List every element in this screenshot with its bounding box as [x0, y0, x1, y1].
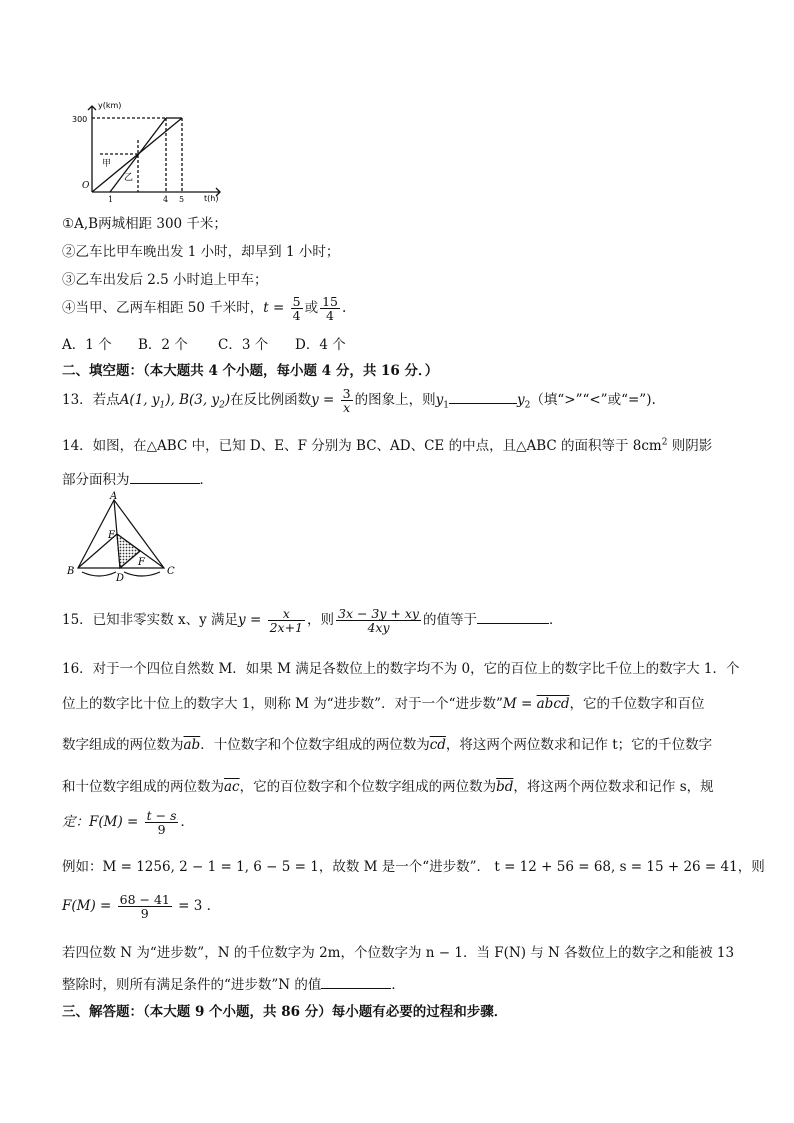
q15-fraction-1: $\frac{x}{2x+1}$	[269, 605, 303, 635]
fig-label-f: F	[138, 557, 145, 568]
section3-heading: 三、解答题：（本大题 9 个小题，共 86 分）每小题有必要的过程和步骤．	[62, 1004, 508, 1020]
graph-x-tick-1: 1	[108, 195, 114, 204]
q12-option-a[interactable]: A．1 个	[62, 337, 112, 353]
distance-time-graph	[72, 100, 228, 205]
q13-points: A(1, $y_1$), B(3, $y_2$)	[119, 392, 231, 411]
q16-definition-fraction: $\frac{t - s}{9}$	[146, 807, 177, 837]
q12-statement-1: ①A,B两城相距 300 千米；	[62, 216, 227, 232]
q12-s4-or: 或	[304, 300, 319, 316]
q12-option-b[interactable]: B．2 个	[138, 337, 188, 353]
q16-line-7: F(M) = $\frac{68 - 41}{9}$ = 3 ．	[62, 891, 221, 921]
fig-label-d: D	[116, 573, 125, 584]
q16-answer-blank[interactable]	[321, 987, 391, 989]
q13-answer-blank[interactable]	[449, 402, 517, 404]
fig-label-b: B	[67, 566, 75, 577]
q12-s4-frac1: $\frac{5}{4}$	[292, 293, 301, 323]
q16-line-4: 和十位数字组成的两位数为$\overline{ac}$，它的百位数字和个位数字组成的两位数为$\overline{bd}$，将这两个两位数求和记作 s，规	[62, 779, 714, 795]
q12-s4-prefix: ④当甲、乙两车相距 50 千米时，	[62, 300, 264, 316]
triangle-figure	[62, 492, 182, 584]
graph-origin: O	[82, 181, 90, 191]
q12-option-d[interactable]: D．4 个	[295, 337, 346, 353]
q16-line-3: 数字组成的两位数为$\overline{ab}$．十位数字和个位数字组成的两位数为$\overline{cd}$，将这两个两位数求和记作 t；它的千位数字	[62, 737, 713, 753]
q16-line-1: 16．对于一个四位自然数 M．如果 M 满足各数位上的数字均不为 0，它的百位上的数字比千位上的数字大 1．个	[62, 661, 740, 677]
graph-label-jia: 甲	[102, 159, 112, 169]
q16-line-9: 整除时，则所有满足条件的“进步数”N 的值 ．	[62, 977, 405, 993]
q12-s4-eq: =	[268, 300, 289, 316]
q16-line-2: 位上的数字比十位上的数字大 1，则称 M 为“进步数”．对于一个“进步数”M = abcd，它的千位数字和百位	[62, 696, 705, 712]
fig-label-a: A	[110, 491, 118, 502]
fig-label-c: C	[167, 566, 175, 577]
q16-line-8: 若四位数 N 为“进步数”，N 的千位数字为 2m，个位数字为 n − 1．当 F(N) 与 N 各数位上的数字之和能被 13	[62, 945, 735, 961]
q12-statement-2: ②乙车比甲车晚出发 1 小时，却早到 1 小时；	[62, 244, 340, 260]
graph-y-label: y(km)	[98, 101, 122, 110]
q12-statement-4	[62, 290, 346, 326]
graph-x-tick-5: 5	[179, 195, 185, 204]
section2-heading: 二、填空题：（本大题共 4 个小题，每小题 4 分，共 16 分．）	[62, 363, 439, 379]
q16-line-6: 例如：M = 1256, 2 − 1 = 1, 6 − 5 = 1，故数 M 是一个“进步数”． t = 12 + 56 = 68, s = 15 + 26 = 41，则	[62, 859, 765, 875]
q12-s4-frac2: $\frac{15}{4}$	[322, 293, 338, 323]
graph-x-label: t(h)	[204, 194, 219, 203]
graph-y-tick-300: 300	[72, 115, 88, 124]
q12-s4-t: t	[263, 300, 269, 316]
q15-answer-blank[interactable]	[477, 622, 549, 624]
q14-line-2: 部分面积为 ．	[62, 472, 213, 488]
graph-x-tick-4: 4	[163, 195, 169, 204]
graph-label-yi: 乙	[124, 173, 134, 183]
q16-example-fraction: $\frac{68 - 41}{9}$	[119, 891, 170, 921]
q13-fraction: $\frac{3}{x}$	[342, 385, 351, 415]
q12-statement-3: ③乙车出发后 2.5 小时追上甲车；	[62, 272, 268, 288]
q15-line: 15．已知非零实数 x、y 满足y = $\frac{x}{2x+1}$ ，则 $\frac{3x - 3y + xy}{4xy}$ 的值等于 ．	[62, 605, 563, 635]
q14-answer-blank[interactable]	[130, 482, 200, 484]
q12-option-c[interactable]: C．3 个	[218, 337, 269, 353]
q12-s4-end: .	[341, 300, 347, 316]
q13-line: 13．若点A(1, $y_1$), B(3, $y_2$)在反比例函数y = $\frac{3}{x}$ 的图象上，则$y_1$ $y_2$（填“>”“<”或“=”).	[62, 385, 656, 415]
q14-line-1: 14．如图，在△ABC 中，已知 D、E、F 分别为 BC、AD、CE 的中点，且△ABC 的面积等于 $8cm^2$ 则阴影	[62, 437, 713, 454]
q15-fraction-2: $\frac{3x - 3y + xy}{4xy}$	[338, 605, 419, 635]
q16-line-5: 定：F(M) = $\frac{t - s}{9}$ ．	[62, 807, 194, 837]
fig-label-e: E	[108, 530, 116, 541]
